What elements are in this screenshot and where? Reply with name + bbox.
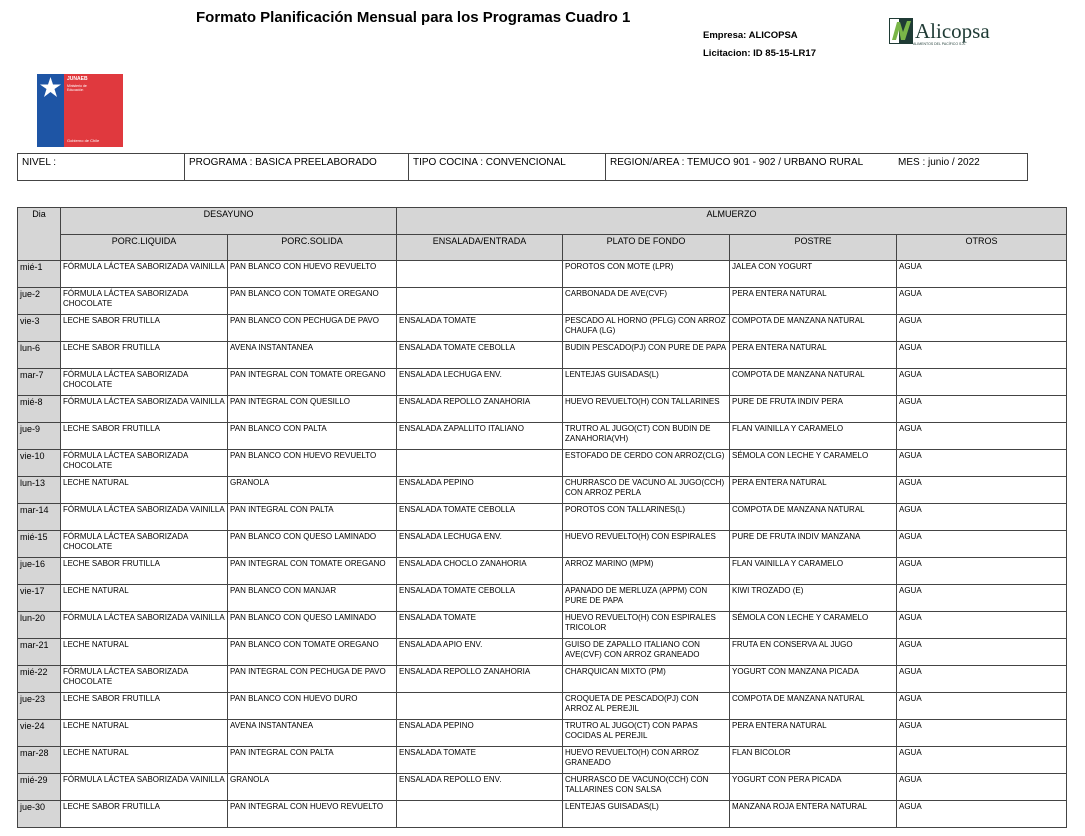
licitacion-label: Licitacion: ID 85-15-LR17 — [703, 48, 816, 59]
ensalada-cell: ENSALADA TOMATE CEBOLLA — [397, 504, 563, 531]
table-row — [18, 558, 1067, 585]
day-cell: mar-28 — [18, 747, 61, 774]
fondo-cell: ESTOFADO DE CERDO CON ARROZ(CLG) — [563, 450, 730, 477]
table-row — [18, 531, 1067, 558]
ensalada-cell — [397, 450, 563, 477]
otros-cell: AGUA — [897, 450, 1067, 477]
desayuno-header: DESAYUNO — [61, 208, 397, 235]
liquida-cell: LECHE NATURAL — [61, 477, 228, 504]
postre-cell: COMPOTA DE MANZANA NATURAL — [730, 504, 897, 531]
ensalada-cell: ENSALADA PEPINO — [397, 477, 563, 504]
table-row — [18, 720, 1067, 747]
postre-cell: COMPOTA DE MANZANA NATURAL — [730, 369, 897, 396]
fondo-cell: TRUTRO AL JUGO(CT) CON PAPAS COCIDAS AL PEREJIL — [563, 720, 730, 747]
otros-cell: AGUA — [897, 801, 1067, 828]
fondo-cell: CHURRASCO DE VACUNO AL JUGO(CCH) CON ARROZ PERLA — [563, 477, 730, 504]
page-title: Formato Planificación Mensual para los Programas Cuadro 1 — [196, 9, 631, 26]
otros-cell: AGUA — [897, 288, 1067, 315]
tipo-cocina-cell: TIPO COCINA : CONVENCIONAL — [409, 154, 606, 180]
solida-cell: PAN INTEGRAL CON HUEVO REVUELTO — [228, 801, 397, 828]
programa-cell: PROGRAMA : BASICA PREELABORADO — [185, 154, 409, 180]
solida-cell: GRANOLA — [228, 774, 397, 801]
alicopsa-logo — [889, 18, 990, 44]
solida-cell: PAN INTEGRAL CON TOMATE OREGANO — [228, 369, 397, 396]
ensalada-cell: ENSALADA LECHUGA ENV. — [397, 531, 563, 558]
otros-cell: AGUA — [897, 504, 1067, 531]
table-row — [18, 585, 1067, 612]
day-cell: mié-22 — [18, 666, 61, 693]
table-row — [18, 612, 1067, 639]
liquida-cell: FÓRMULA LÁCTEA SABORIZADA VAINILLA — [61, 396, 228, 423]
solida-cell: PAN INTEGRAL CON PECHUGA DE PAVO — [228, 666, 397, 693]
almuerzo-header: ALMUERZO — [397, 208, 1067, 235]
postre-cell: FLAN VAINILLA Y CARAMELO — [730, 558, 897, 585]
ensalada-cell: ENSALADA ZAPALLITO ITALIANO — [397, 423, 563, 450]
solida-cell: PAN BLANCO CON TOMATE OREGANO — [228, 288, 397, 315]
otros-cell: AGUA — [897, 639, 1067, 666]
fondo-cell: LENTEJAS GUISADAS(L) — [563, 369, 730, 396]
region-mes-cell — [606, 154, 1027, 180]
day-cell: lun-20 — [18, 612, 61, 639]
fondo-cell: LENTEJAS GUISADAS(L) — [563, 801, 730, 828]
liquida-cell: FÓRMULA LÁCTEA SABORIZADA VAINILLA — [61, 774, 228, 801]
ensalada-cell: ENSALADA REPOLLO ZANAHORIA — [397, 666, 563, 693]
liquida-cell: FÓRMULA LÁCTEA SABORIZADA VAINILLA — [61, 612, 228, 639]
postre-cell: COMPOTA DE MANZANA NATURAL — [730, 315, 897, 342]
mes-label: MES : junio / 2022 — [898, 157, 980, 168]
solida-cell: PAN BLANCO CON PECHUGA DE PAVO — [228, 315, 397, 342]
otros-cell: AGUA — [897, 693, 1067, 720]
star-icon — [38, 75, 63, 100]
junaeb-logo — [37, 74, 123, 147]
otros-cell: AGUA — [897, 477, 1067, 504]
day-cell: vie-24 — [18, 720, 61, 747]
fondo-cell: CHARQUICAN MIXTO (PM) — [563, 666, 730, 693]
liquida-cell: FÓRMULA LÁCTEA SABORIZADA VAINILLA — [61, 261, 228, 288]
ensalada-cell: ENSALADA TOMATE CEBOLLA — [397, 342, 563, 369]
liquida-cell: LECHE SABOR FRUTILLA — [61, 315, 228, 342]
liquida-cell: FÓRMULA LÁCTEA SABORIZADA CHOCOLATE — [61, 531, 228, 558]
table-row — [18, 369, 1067, 396]
fondo-cell: CHURRASCO DE VACUNO(CCH) CON TALLARINES CON SALSA — [563, 774, 730, 801]
otros-cell: AGUA — [897, 531, 1067, 558]
table-row — [18, 342, 1067, 369]
junaeb-name: JUNAEB — [67, 76, 88, 82]
nivel-cell: NIVEL : — [18, 154, 185, 180]
fondo-cell: POROTOS CON MOTE (LPR) — [563, 261, 730, 288]
otros-cell: AGUA — [897, 558, 1067, 585]
table-row — [18, 747, 1067, 774]
ensalada-cell: ENSALADA TOMATE CEBOLLA — [397, 585, 563, 612]
liquida-cell: LECHE NATURAL — [61, 747, 228, 774]
postre-cell: PURE DE FRUTA INDIV PERA — [730, 396, 897, 423]
table-row — [18, 504, 1067, 531]
postre-cell: YOGURT CON PERA PICADA — [730, 774, 897, 801]
day-cell: lun-13 — [18, 477, 61, 504]
col-header-fondo: PLATO DE FONDO — [563, 235, 730, 261]
col-dia-header: Dia — [18, 208, 61, 261]
ensalada-cell: ENSALADA CHOCLO ZANAHORIA — [397, 558, 563, 585]
day-cell: jue-23 — [18, 693, 61, 720]
table-row — [18, 666, 1067, 693]
ensalada-cell: ENSALADA REPOLLO ZANAHORIA — [397, 396, 563, 423]
table-row — [18, 639, 1067, 666]
postre-cell: FLAN VAINILLA Y CARAMELO — [730, 423, 897, 450]
day-cell: mar-14 — [18, 504, 61, 531]
menu-table-body — [18, 261, 1067, 828]
solida-cell: PAN BLANCO CON HUEVO REVUELTO — [228, 261, 397, 288]
solida-cell: PAN BLANCO CON HUEVO REVUELTO — [228, 450, 397, 477]
postre-cell: MANZANA ROJA ENTERA NATURAL — [730, 801, 897, 828]
postre-cell: FLAN BICOLOR — [730, 747, 897, 774]
ensalada-cell — [397, 288, 563, 315]
program-info-row — [17, 153, 1028, 181]
fondo-cell: CARBONADA DE AVE(CVF) — [563, 288, 730, 315]
solida-cell: GRANOLA — [228, 477, 397, 504]
otros-cell: AGUA — [897, 423, 1067, 450]
postre-cell: KIWI TROZADO (E) — [730, 585, 897, 612]
solida-cell: PAN INTEGRAL CON PALTA — [228, 747, 397, 774]
solida-cell: PAN BLANCO CON HUEVO DURO — [228, 693, 397, 720]
solida-cell: AVENA INSTANTANEA — [228, 342, 397, 369]
ensalada-cell: ENSALADA REPOLLO ENV. — [397, 774, 563, 801]
menu-table — [17, 207, 1067, 828]
table-row — [18, 774, 1067, 801]
table-row — [18, 288, 1067, 315]
fondo-cell: CROQUETA DE PESCADO(PJ) CON ARROZ AL PEREJIL — [563, 693, 730, 720]
postre-cell: COMPOTA DE MANZANA NATURAL — [730, 693, 897, 720]
postre-cell: PERA ENTERA NATURAL — [730, 720, 897, 747]
table-row — [18, 396, 1067, 423]
table-row — [18, 477, 1067, 504]
col-header-solida: PORC.SOLIDA — [228, 235, 397, 261]
postre-cell: FRUTA EN CONSERVA AL JUGO — [730, 639, 897, 666]
liquida-cell: FÓRMULA LÁCTEA SABORIZADA CHOCOLATE — [61, 450, 228, 477]
liquida-cell: FÓRMULA LÁCTEA SABORIZADA VAINILLA — [61, 504, 228, 531]
table-row — [18, 450, 1067, 477]
col-header-ensalada: ENSALADA/ENTRADA — [397, 235, 563, 261]
fondo-cell: HUEVO REVUELTO(H) CON ESPIRALES — [563, 531, 730, 558]
day-cell: mar-21 — [18, 639, 61, 666]
alicopsa-mark-icon — [889, 18, 913, 44]
otros-cell: AGUA — [897, 342, 1067, 369]
table-row — [18, 423, 1067, 450]
alicopsa-tagline: ALIMENTOS DEL PACÍFICO S.A. — [913, 42, 966, 46]
day-cell: mié-8 — [18, 396, 61, 423]
ensalada-cell: ENSALADA LECHUGA ENV. — [397, 369, 563, 396]
day-cell: vie-10 — [18, 450, 61, 477]
solida-cell: PAN BLANCO CON QUESO LAMINADO — [228, 531, 397, 558]
day-cell: mié-29 — [18, 774, 61, 801]
otros-cell: AGUA — [897, 369, 1067, 396]
col-header-otros: OTROS — [897, 235, 1067, 261]
liquida-cell: LECHE SABOR FRUTILLA — [61, 801, 228, 828]
col-header-postre: POSTRE — [730, 235, 897, 261]
postre-cell: YOGURT CON MANZANA PICADA — [730, 666, 897, 693]
liquida-cell: LECHE NATURAL — [61, 639, 228, 666]
day-cell: jue-2 — [18, 288, 61, 315]
junaeb-ministry: Ministerio de Educación — [67, 84, 87, 92]
solida-cell: PAN INTEGRAL CON TOMATE OREGANO — [228, 558, 397, 585]
liquida-cell: FÓRMULA LÁCTEA SABORIZADA CHOCOLATE — [61, 369, 228, 396]
table-row — [18, 801, 1067, 828]
day-cell: mié-1 — [18, 261, 61, 288]
day-cell: vie-17 — [18, 585, 61, 612]
liquida-cell: FÓRMULA LÁCTEA SABORIZADA CHOCOLATE — [61, 288, 228, 315]
postre-cell: PERA ENTERA NATURAL — [730, 477, 897, 504]
postre-cell: PERA ENTERA NATURAL — [730, 342, 897, 369]
junaeb-gov: Gobierno de Chile — [67, 138, 100, 143]
empresa-label: Empresa: ALICOPSA — [703, 30, 798, 41]
solida-cell: PAN BLANCO CON PALTA — [228, 423, 397, 450]
liquida-cell: LECHE SABOR FRUTILLA — [61, 342, 228, 369]
ensalada-cell: ENSALADA PEPINO — [397, 720, 563, 747]
ensalada-cell — [397, 801, 563, 828]
col-header-liquida: PORC.LIQUIDA — [61, 235, 228, 261]
company-info — [703, 27, 816, 63]
ensalada-cell — [397, 261, 563, 288]
fondo-cell: ARROZ MARINO (MPM) — [563, 558, 730, 585]
otros-cell: AGUA — [897, 315, 1067, 342]
solida-cell: PAN INTEGRAL CON PALTA — [228, 504, 397, 531]
table-row — [18, 315, 1067, 342]
otros-cell: AGUA — [897, 720, 1067, 747]
solida-cell: AVENA INSTANTANEA — [228, 720, 397, 747]
table-row — [18, 261, 1067, 288]
fondo-cell: HUEVO REVUELTO(H) CON ARROZ GRANEADO — [563, 747, 730, 774]
ensalada-cell: ENSALADA APIO ENV. — [397, 639, 563, 666]
fondo-cell: BUDIN PESCADO(PJ) CON PURE DE PAPA — [563, 342, 730, 369]
postre-cell: PURE DE FRUTA INDIV MANZANA — [730, 531, 897, 558]
ensalada-cell: ENSALADA TOMATE — [397, 612, 563, 639]
fondo-cell: HUEVO REVUELTO(H) CON TALLARINES — [563, 396, 730, 423]
postre-cell: SÉMOLA CON LECHE Y CARAMELO — [730, 450, 897, 477]
day-cell: jue-16 — [18, 558, 61, 585]
otros-cell: AGUA — [897, 585, 1067, 612]
fondo-cell: PESCADO AL HORNO (PFLG) CON ARROZ CHAUFA (LG) — [563, 315, 730, 342]
day-cell: mar-7 — [18, 369, 61, 396]
fondo-cell: HUEVO REVUELTO(H) CON ESPIRALES TRICOLOR — [563, 612, 730, 639]
otros-cell: AGUA — [897, 612, 1067, 639]
otros-cell: AGUA — [897, 396, 1067, 423]
postre-cell: PERA ENTERA NATURAL — [730, 288, 897, 315]
fondo-cell: GUISO DE ZAPALLO ITALIANO CON AVE(CVF) CON ARROZ GRANEADO — [563, 639, 730, 666]
ensalada-cell: ENSALADA TOMATE — [397, 315, 563, 342]
solida-cell: PAN BLANCO CON MANJAR — [228, 585, 397, 612]
fondo-cell: APANADO DE MERLUZA (APPM) CON PURE DE PAPA — [563, 585, 730, 612]
otros-cell: AGUA — [897, 261, 1067, 288]
ensalada-cell: ENSALADA TOMATE — [397, 747, 563, 774]
solida-cell: PAN INTEGRAL CON QUESILLO — [228, 396, 397, 423]
postre-cell: JALEA CON YOGURT — [730, 261, 897, 288]
solida-cell: PAN BLANCO CON TOMATE OREGANO — [228, 639, 397, 666]
postre-cell: SÉMOLA CON LECHE Y CARAMELO — [730, 612, 897, 639]
liquida-cell: FÓRMULA LÁCTEA SABORIZADA CHOCOLATE — [61, 666, 228, 693]
solida-cell: PAN BLANCO CON QUESO LAMINADO — [228, 612, 397, 639]
table-row — [18, 693, 1067, 720]
otros-cell: AGUA — [897, 774, 1067, 801]
fondo-cell: TRUTRO AL JUGO(CT) CON BUDIN DE ZANAHORIA(VH) — [563, 423, 730, 450]
day-cell: jue-9 — [18, 423, 61, 450]
otros-cell: AGUA — [897, 747, 1067, 774]
otros-cell: AGUA — [897, 666, 1067, 693]
alicopsa-wordmark: Alicopsa — [915, 19, 990, 43]
day-cell: lun-6 — [18, 342, 61, 369]
liquida-cell: LECHE SABOR FRUTILLA — [61, 693, 228, 720]
day-cell: vie-3 — [18, 315, 61, 342]
liquida-cell: LECHE SABOR FRUTILLA — [61, 423, 228, 450]
day-cell: mié-15 — [18, 531, 61, 558]
ensalada-cell — [397, 693, 563, 720]
liquida-cell: LECHE SABOR FRUTILLA — [61, 558, 228, 585]
region-label: REGION/AREA : TEMUCO 901 - 902 / URBANO RURAL — [610, 157, 864, 168]
liquida-cell: LECHE NATURAL — [61, 585, 228, 612]
day-cell: jue-30 — [18, 801, 61, 828]
liquida-cell: LECHE NATURAL — [61, 720, 228, 747]
fondo-cell: POROTOS CON TALLARINES(L) — [563, 504, 730, 531]
